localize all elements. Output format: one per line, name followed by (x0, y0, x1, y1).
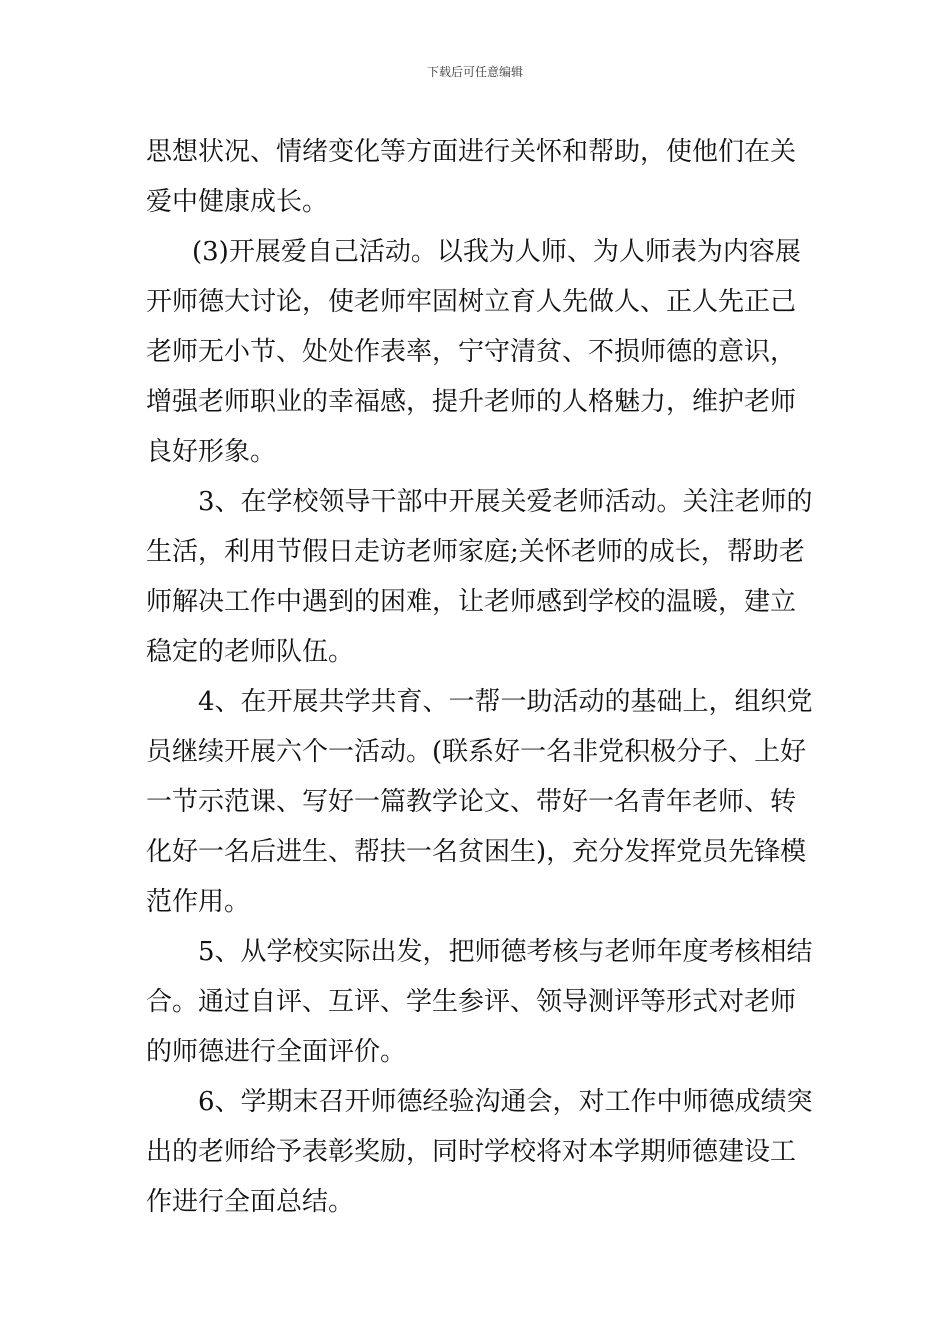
text-line: 作进行全面总结。 (146, 1187, 355, 1217)
text-line: 稳定的老师队伍。 (146, 637, 355, 667)
text-line: 3、在学校领导干部中开展关爱老师活动。关注老师的 (198, 487, 813, 517)
paragraph-3 (146, 477, 813, 677)
text-line: 员继续开展六个一活动。(联系好一名非党积极分子、上好 (146, 737, 807, 767)
text-line: 4、在开展共学共育、一帮一助活动的基础上，组织党 (198, 687, 813, 717)
text-line: 5、从学校实际出发，把师德考核与老师年度考核相结 (198, 937, 813, 967)
text-line: 思想状况、情绪变化等方面进行关怀和帮助，使他们在关 (146, 137, 797, 167)
text-line: 范作用。 (146, 887, 251, 917)
text-line: 老师无小节、处处作表率，宁守清贫、不损师德的意识， (146, 337, 797, 367)
text-line: 良好形象。 (146, 437, 277, 467)
text-line: 开师德大讨论，使老师牢固树立育人先做人、正人先正己 (146, 287, 797, 317)
body-text (146, 127, 813, 1227)
text-line: 合。通过自评、互评、学生参评、领导测评等形式对老师 (146, 987, 797, 1017)
text-line: 增强老师职业的幸福感，提升老师的人格魅力，维护老师 (146, 387, 797, 417)
text-line: 6、学期末召开师德经验沟通会，对工作中师德成绩突 (198, 1087, 813, 1117)
text-line: 生活，利用节假日走访老师家庭;关怀老师的成长，帮助老 (146, 537, 805, 567)
text-line: 爱中健康成长。 (146, 187, 329, 217)
paragraph-4 (146, 677, 813, 927)
text-line: (3)开展爱自己活动。以我为人师、为人师表为内容展 (192, 237, 801, 267)
text-line: 一节示范课、写好一篇教学论文、带好一名青年老师、转 (146, 787, 797, 817)
paragraph-5 (146, 927, 813, 1077)
text-line: 化好一名后进生、帮扶一名贫困生)，充分发挥党员先锋模 (146, 837, 807, 867)
header-note: 下载后可任意编辑 (426, 65, 523, 79)
paragraph-2 (146, 227, 810, 477)
paragraph-6 (146, 1077, 813, 1227)
paragraph-1 (146, 127, 810, 227)
text-line: 出的老师给予表彰奖励，同时学校将对本学期师德建设工 (146, 1137, 797, 1167)
text-line: 师解决工作中遇到的困难，让老师感到学校的温暖，建立 (146, 587, 797, 617)
text-line: 的师德进行全面评价。 (146, 1037, 407, 1067)
